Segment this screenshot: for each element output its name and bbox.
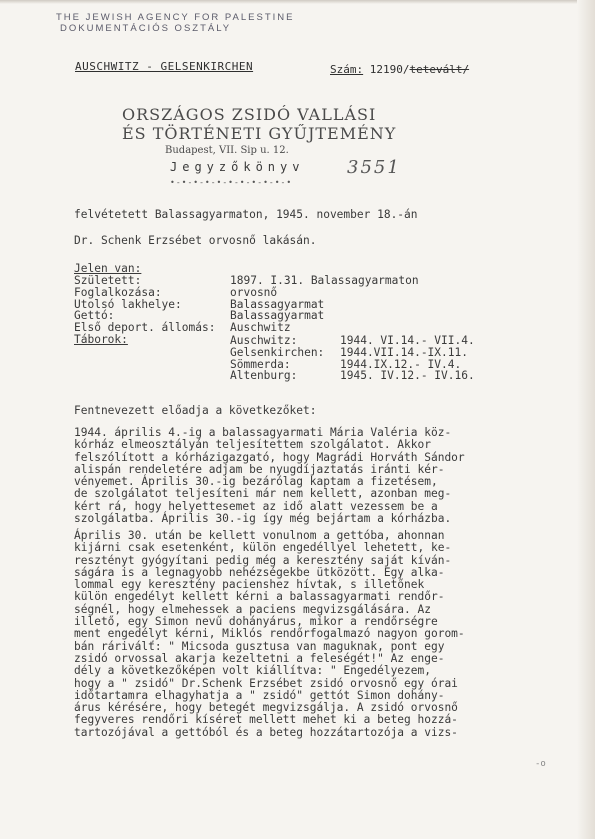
present-label: Jelen van: xyxy=(74,262,142,275)
text-line: hogy a " zsidó" Dr.Schenk Erzsébet zsidó orvosnő egy órai xyxy=(74,676,458,690)
text-line: alispán rendeletére adjam be nyugdíjaztatás iránti kér- xyxy=(74,462,445,476)
page-top-edge xyxy=(0,0,595,4)
text-line: dély a következőképen volt kiállítva: " Engedélyezem, xyxy=(74,664,431,678)
field-label: Gettó: xyxy=(74,309,115,323)
camp-header: AUSCHWITZ - GELSENKIRCHEN xyxy=(75,60,254,73)
institution-name-line-2: ÉS TÖRTÉNETI GYŰJTEMÉNY xyxy=(122,124,397,143)
number-label: Szám: xyxy=(330,63,364,76)
field-value: orvosnő xyxy=(230,285,278,299)
document-title: Jegyzőkönyv xyxy=(170,160,305,174)
stamp-line-2: DOKUMENTÁCIÓS OSZTÁLY xyxy=(60,23,232,34)
camp-dates: 1945. IV.12.- IV.16. xyxy=(340,369,475,383)
text-line: illető, egy Simon nevű dohányárus, mikor a rendőrségre xyxy=(74,615,438,629)
text-line: külön engedélyt kellett kérni a balassagyarmati rendőr- xyxy=(74,590,445,604)
camp-name: Altenburg: xyxy=(230,369,298,383)
text-line: vényemet. Április 30.-ig bezárólag kaptam a fizetésem, xyxy=(74,475,438,489)
text-line: de szolgálatot teljesíteni már nem kellett, azonban meg- xyxy=(74,487,452,501)
dotted-rule: •-•-•-•-•-•-•-•-•-•-• xyxy=(170,178,293,187)
camps-label: Táborok: xyxy=(74,333,128,346)
institution-address: Budapest, VII. Sip u. 12. xyxy=(165,145,289,156)
text-line: resztényt gyógyítani pedig még a keresztény saját kíván- xyxy=(74,553,452,567)
stamp-line-1: THE JEWISH AGENCY FOR PALESTINE xyxy=(56,12,295,23)
number-value: 12190/ xyxy=(369,63,410,76)
statement-intro: Fentnevezett előadja a következőket: xyxy=(74,404,317,417)
text-line: kórház elmeosztályán teljesítettem szolgálatot. Akkor xyxy=(74,438,431,452)
camp-dates: 1944.IX.12.- IV.4. xyxy=(340,357,462,371)
institution-name-line-1: ORSZÁGOS ZSIDÓ VALLÁSI xyxy=(122,105,377,124)
text-line: felszólított a kórházigazgató, hogy Magrádi Horváth Sándor xyxy=(74,450,465,464)
document-number xyxy=(330,63,469,76)
text-line: tartozójával a gettóból és a beteg hozzátartozója a vizs- xyxy=(74,725,458,739)
camp-dates: 1944.VII.14.-IX.11. xyxy=(340,345,468,359)
text-line: kijárni csak esetenként, külön engedéllyel lehetett, ke- xyxy=(74,541,452,555)
field-label: Utolsó lakhelye: xyxy=(74,297,182,311)
text-line: zsidó orvossal akarja kezeltetni a feleségét!" Az enge- xyxy=(74,651,445,665)
text-line: ment engedélyt kérni, Miklós rendőrfogalmazó nagyon gorom- xyxy=(74,627,465,641)
text-line: kért rá, hogy helyettesemet az idő alatt vezessem be a xyxy=(74,499,438,513)
text-line: árus kérésére, hogy betegét megvizsgálja. A zsidó orvosnő xyxy=(74,701,458,715)
camp-name: Sömmerda: xyxy=(230,357,291,371)
field-value: Balassagyarmat xyxy=(230,309,325,323)
statement-paragraph-2 xyxy=(74,530,514,739)
field-value: Auschwitz xyxy=(230,321,291,335)
camp-name: Auschwitz: xyxy=(230,334,298,347)
field-label: Foglalkozása: xyxy=(74,285,162,299)
text-line: időtartamra elhagyhatja a " zsidó" gettót Simon dohány- xyxy=(74,688,445,702)
field-label: Első deport. állomás: xyxy=(74,321,216,335)
number-struck: tetevált/ xyxy=(409,63,470,76)
intro-line-2: Dr. Schenk Erzsébet orvosnő lakásán. xyxy=(74,234,317,247)
field-value: Balassagyarmat xyxy=(230,297,325,311)
page-right-edge xyxy=(577,0,595,839)
field-value: 1897. I.31. Balassagyarmaton xyxy=(230,274,419,287)
camp-name: Gelsenkirchen: xyxy=(230,345,325,359)
text-line: fegyveres rendőri kíséret mellett mehet ki a beteg hozzá- xyxy=(74,713,458,727)
margin-mark: -o xyxy=(535,759,546,769)
intro-line-1: felvétetett Balassagyarmaton, 1945. november 18.-án xyxy=(74,208,418,221)
text-line: Április 30. után be kellett vonulnom a gettóba, ahonnan xyxy=(74,529,445,542)
text-line: ságára is a legnagyobb nehézségekbe ütközött. Egy alka- xyxy=(74,565,445,579)
camp-dates: 1944. VI.14.- VII.4. xyxy=(340,334,475,347)
statement-paragraph-1 xyxy=(74,427,514,525)
text-line: lommal egy keresztény pacienshez hívtak, s illetőnek xyxy=(74,578,425,592)
handwritten-number: 3551 xyxy=(347,157,401,178)
field-label: Született: xyxy=(74,274,142,287)
text-line: bán ráriválť: " Micsoda gusztusa van maguknak, pont egy xyxy=(74,639,445,653)
text-line: szolgálatba. Április 30.-ig így még bejártam a kórházba. xyxy=(74,512,452,526)
text-line: 1944. április 4.-ig a balassagyarmati Mária Valéria köz- xyxy=(74,426,452,439)
text-line: ségnél, hogy elmehessek a paciens megvizsgálására. Az xyxy=(74,602,431,616)
